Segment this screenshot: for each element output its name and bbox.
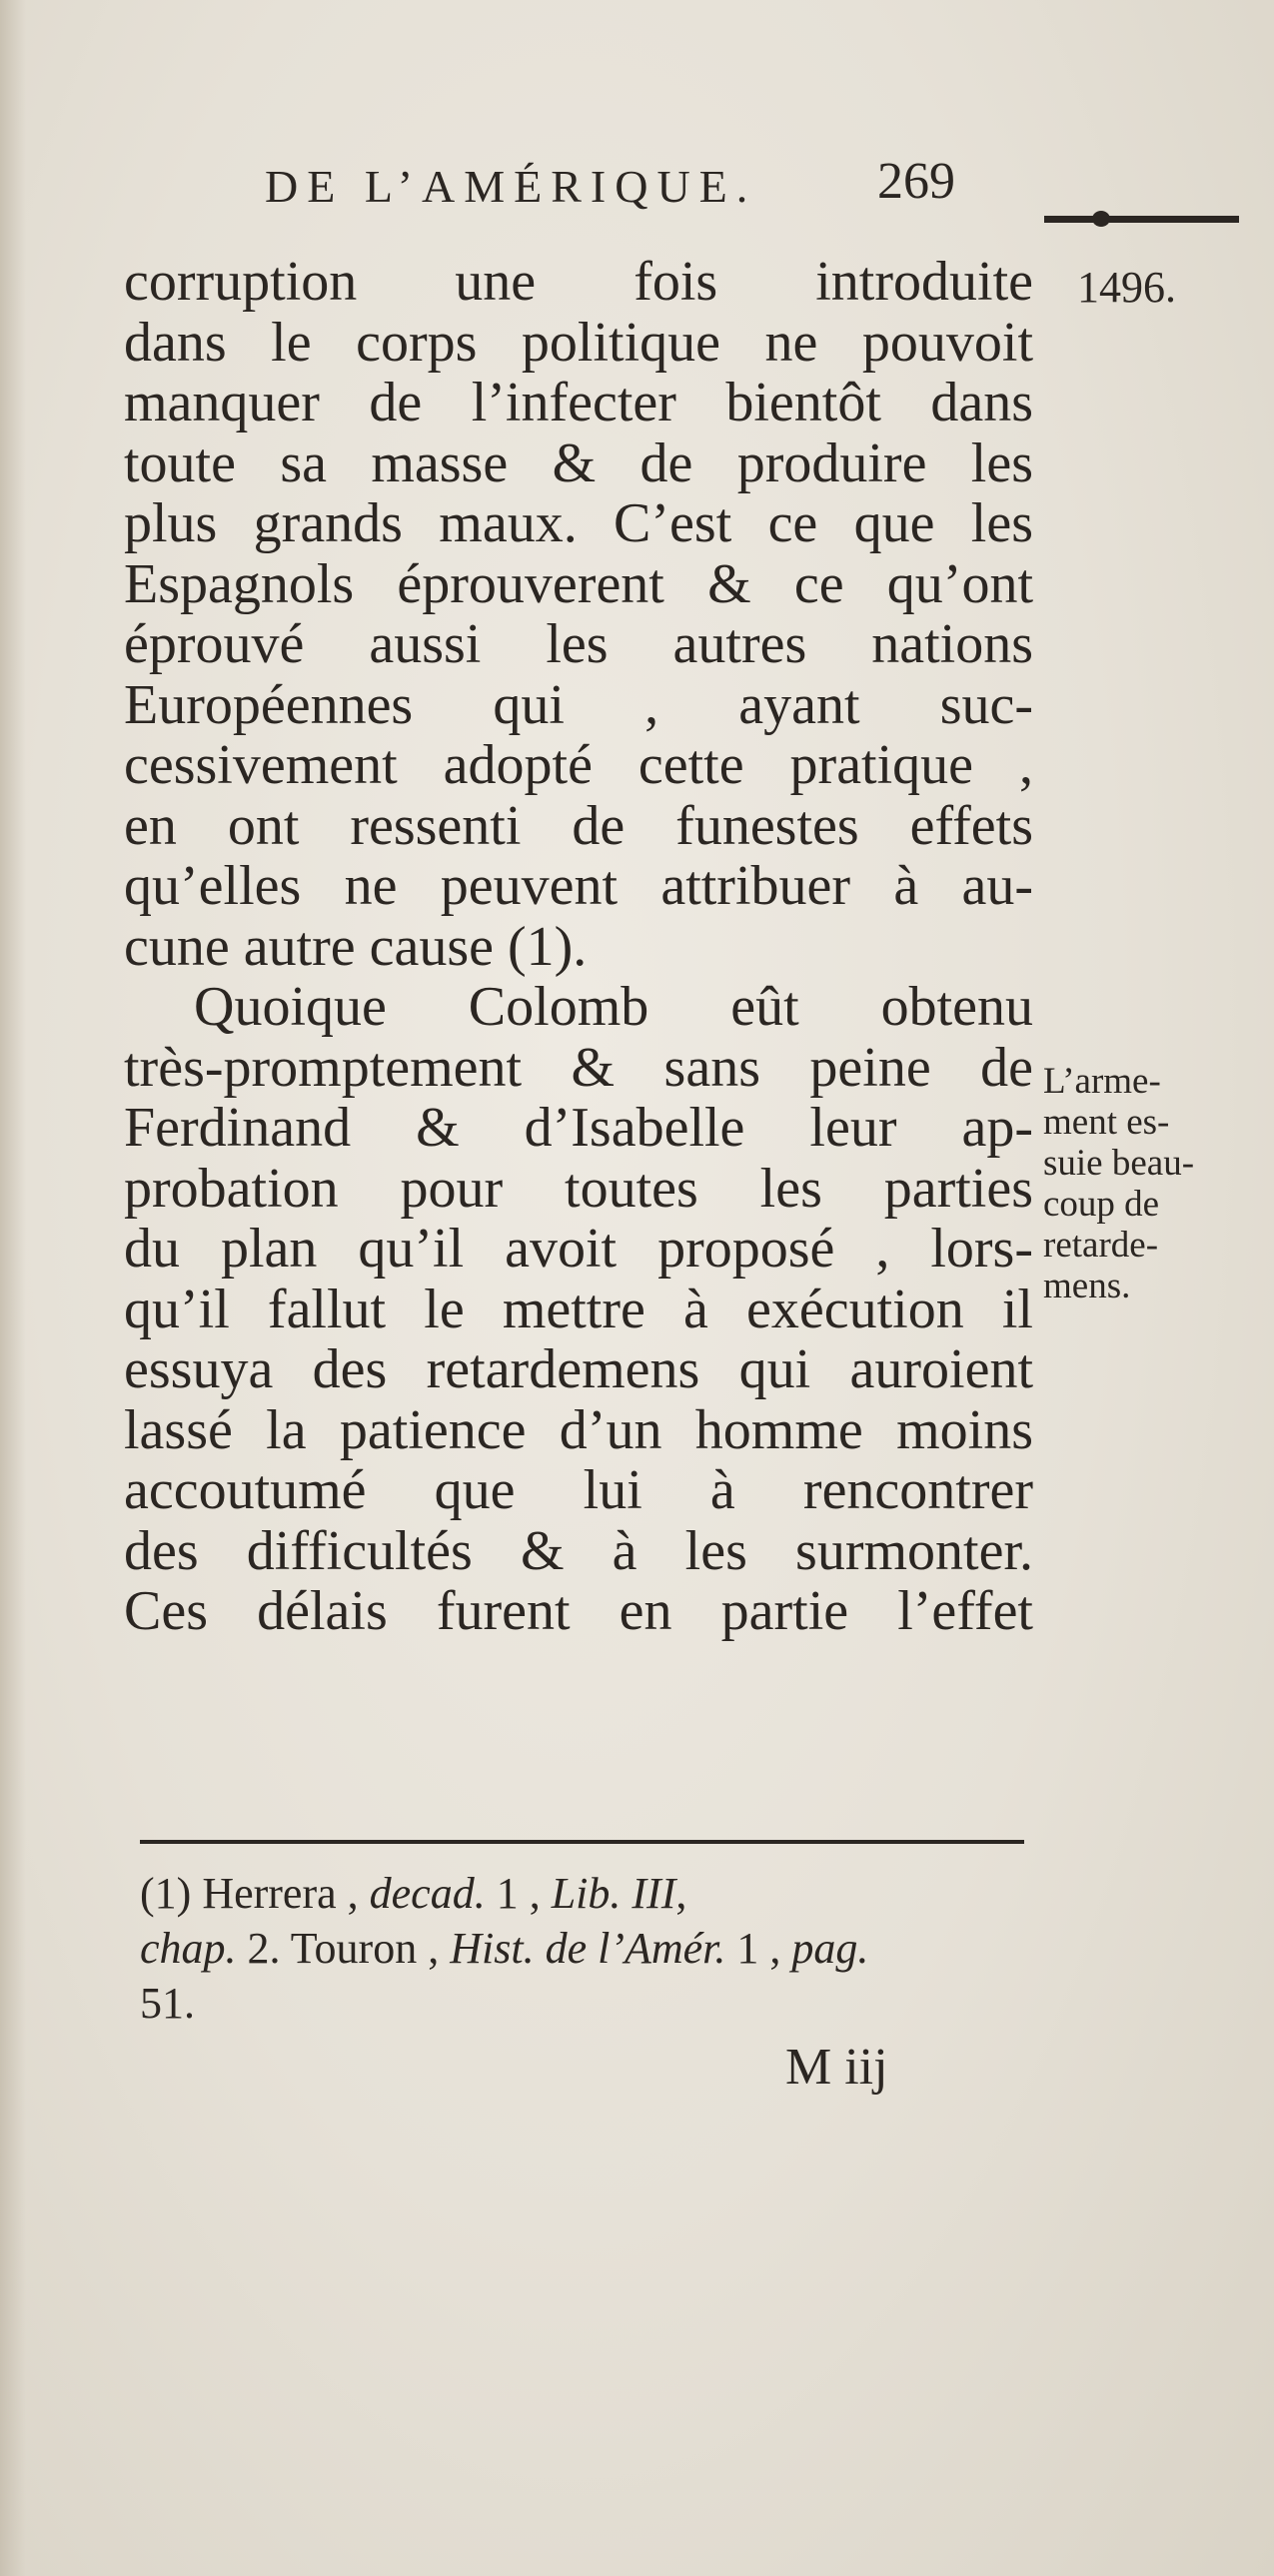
footnote xyxy=(140,1866,1024,2031)
margin-note-line: mens. xyxy=(1043,1266,1131,1306)
main-text-block xyxy=(124,252,1033,1642)
text-line: cessivement adopté cette pratique , xyxy=(124,734,1033,796)
footnote-num: 1 , xyxy=(736,1924,781,1973)
text-line: essuya des retardemens qui auroient xyxy=(124,1338,1033,1400)
footnote-line xyxy=(140,1866,1024,1921)
text-line: dans le corps politique ne pouvoit xyxy=(124,311,1033,374)
signature-mark: M iij xyxy=(785,2039,888,2096)
text-line: qu’elles ne peuvent attribuer à au- xyxy=(124,855,1033,917)
text-line: plus grands maux. C’est ce que les xyxy=(124,492,1033,554)
text-line: toute sa masse & de produire les xyxy=(124,431,1033,494)
text-line: cune autre cause (1). xyxy=(124,915,588,978)
text-line: des difficultés & à les surmonter. xyxy=(124,1519,1033,1582)
running-head: DE L’AMÉRIQUE. xyxy=(265,161,757,212)
margin-note-line: suie beau- xyxy=(1043,1143,1195,1184)
text-line: Ferdinand & d’Isabelle leur ap- xyxy=(124,1097,1033,1159)
footnote-mark: (1) xyxy=(140,1869,192,1918)
footnote-author: Herrera , xyxy=(202,1869,359,1918)
footnote-num: 2. xyxy=(247,1924,281,1973)
text-line: Ces délais furent en partie l’effet xyxy=(124,1580,1033,1642)
text-line: qu’il fallut le mettre à exécution il xyxy=(124,1278,1033,1340)
footnote-rule xyxy=(140,1840,1024,1844)
text-line: manquer de l’infecter bientôt dans xyxy=(124,372,1033,433)
text-line: corruption une fois introduite xyxy=(124,251,1033,313)
margin-year: 1496. xyxy=(1077,263,1176,312)
footnote-line xyxy=(140,1976,1024,2031)
footnote-sep: , xyxy=(675,1869,687,1918)
margin-note-line: ment es- xyxy=(1043,1102,1170,1143)
text-line: probation pour toutes les parties xyxy=(124,1157,1033,1220)
footnote-page: 51. xyxy=(140,1979,195,2028)
footnote-num: 1 , xyxy=(496,1869,541,1918)
margin-note-line: L’arme- xyxy=(1043,1061,1161,1102)
text-line: très-promptement & sans peine de xyxy=(124,1036,1033,1099)
margin-note xyxy=(1043,1061,1258,1306)
text-line: accoutumé que lui à rencontrer xyxy=(124,1459,1033,1521)
text-line: en ont ressenti de funestes effets xyxy=(124,794,1033,857)
text-line: lassé la patience d’un homme moins xyxy=(124,1398,1033,1461)
text-line: Européennes qui , ayant suc- xyxy=(124,673,1033,736)
footnote-ref: Lib. III xyxy=(551,1869,676,1918)
footnote-ref: Hist. de l’Amér. xyxy=(450,1924,726,1973)
margin-note-line: coup de xyxy=(1043,1184,1160,1225)
header-ornament-rule xyxy=(1044,216,1239,223)
text-line: Espagnols éprouverent & ce qu’ont xyxy=(124,552,1033,615)
footnote-ref: decad. xyxy=(369,1869,486,1918)
footnote-ref: pag. xyxy=(791,1924,869,1973)
footnote-line xyxy=(140,1921,1024,1976)
margin-note-line: retarde- xyxy=(1043,1225,1159,1266)
page-edge-shadow xyxy=(0,0,26,2576)
paragraph-start-line: Quoique Colomb eût obtenu xyxy=(194,976,1033,1038)
page-number: 269 xyxy=(877,153,955,210)
text-line: éprouvé aussi les autres nations xyxy=(124,613,1033,675)
footnote-ref: chap. xyxy=(140,1924,237,1973)
footnote-author: Touron , xyxy=(290,1924,440,1973)
text-line: du plan qu’il avoit proposé , lors- xyxy=(124,1218,1033,1280)
